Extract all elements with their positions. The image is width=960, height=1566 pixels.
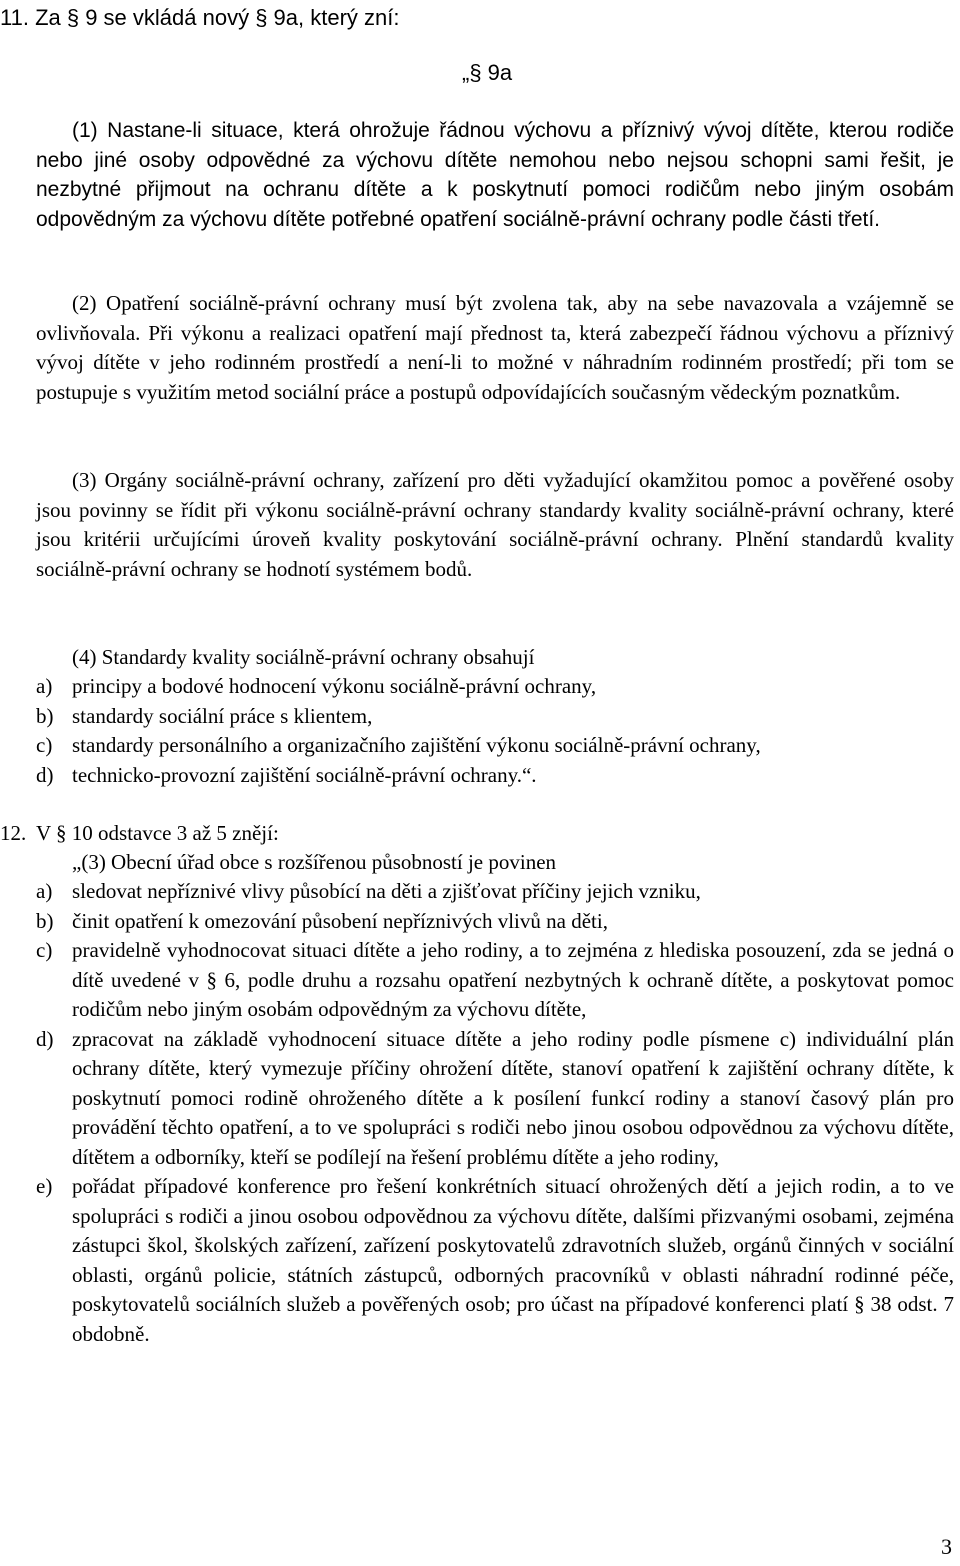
list-item-text: technicko-provozní zajištění sociálně-právní ochrany.“. <box>72 762 537 787</box>
list-item <box>36 1025 954 1173</box>
list-item <box>36 877 954 907</box>
list-item-label: d) <box>36 1026 54 1051</box>
list-item-text: zpracovat na základě vyhodnocení situace dítěte a jeho rodiny podle písmene c) individuální plán ochrany dítěte, který vymezuje příčiny ohrožení dítěte, stanoví opatření k zajištění ochrany dítěte, k poskytnutí pomoci rodině ohroženého dítěte a k posílení funkcí rodiny a stanoví časový plán pro provádění těchto opatření, a to ve spolupráci s rodiči nebo jinou osobou odpovědnou za výchovu dítěte, dítětem a odborníky, kteří se podílejí na řešení problému dítěte a jeho rodiny, <box>72 1026 954 1169</box>
list-item-text: standardy sociální práce s klientem, <box>72 703 373 728</box>
page-number: 3 <box>941 1534 952 1559</box>
paragraph-2: (2) Opatření sociálně-právní ochrany musí být zvolena tak, aby na sebe navazovala a vzájemně se ovlivňovala. Při výkonu a realizaci opatření mají přednost ta, která zabezpečí řádnou výchovu a příznivý vývoj dítěte v jeho rodinném prostředí a není-li to možné v náhradním rodinném prostředí; při tom se postupuje s využitím metod sociální práce a postupů odpovídajících současným vědeckým poznatkům. <box>36 291 954 404</box>
section-title: „§ 9a <box>462 60 513 85</box>
item-12-heading <box>0 819 960 849</box>
item-11-number: 11. <box>0 5 29 30</box>
paragraph-4-intro: (4) Standardy kvality sociálně-právní ochrany obsahují <box>72 645 535 669</box>
list-item-label: b) <box>36 703 54 728</box>
list-item <box>36 702 954 732</box>
duties-list <box>36 877 954 1349</box>
list-item <box>36 672 954 702</box>
list-item-label: c) <box>36 938 53 962</box>
list-item-text: principy a bodové hodnocení výkonu sociálně-právní ochrany, <box>72 674 597 698</box>
item-12-number: 12. <box>0 821 27 845</box>
list-item-label: c) <box>36 733 53 757</box>
item-12-intro: „(3) Obecní úřad obce s rozšířenou působností je povinen <box>72 850 557 874</box>
list-item <box>36 1172 954 1349</box>
item-11-text: Za § 9 se vkládá nový § 9a, který zní: <box>35 5 400 30</box>
list-item-label: a) <box>36 674 53 698</box>
list-item <box>36 731 954 761</box>
paragraph-3: (3) Orgány sociálně-právní ochrany, zařízení pro děti vyžadující okamžitou pomoc a pověřené osoby jsou povinny se řídit při výkonu sociálně-právní ochrany standardy kvality sociálně-právní ochrany, které jsou kritérii určujícími úroveň kvality poskytování sociálně-právní ochrany. Plnění standardů kvality sociálně-právní ochrany se hodnotí systémem bodů. <box>36 468 954 581</box>
list-item-text: pořádat případové konference pro řešení konkrétních situací ohrožených dětí a jejich rodin, a to ve spolupráci s rodiči a jinou osobou odpovědnou za výchovu dítěte, dalšími přizvanými osobami, zejména zástupci škol, školských zařízení, zařízení poskytovatelů zdravotních služeb, orgánů činných v sociální oblasti, orgánů policie, státních zástupců, odborných pracovníků v oblasti náhradní rodinné péče, poskytovatelů sociálních služeb a pověřených osob; pro účast na případové konferenci platí § 38 odst. 7 obdobně. <box>72 1174 954 1346</box>
paragraph-1: (1) Nastane-li situace, která ohrožuje řádnou výchovu a příznivý vývoj dítěte, kterou rodiče nebo jiné osoby odpovědné za výchovu dítěte nemohou nebo nejsou schopni sami řešit, je nezbytné přijmout na ochranu dítěte a k poskytnutí pomoci rodičům nebo jiným osobám odpovědným za výchovu dítěte potřebné opatření sociálně-právní ochrany podle části třetí. <box>36 119 954 231</box>
item-12-text: V § 10 odstavce 3 až 5 znějí: <box>36 821 279 845</box>
standards-list <box>36 672 954 790</box>
item-11-heading <box>0 3 400 33</box>
list-item-text: činit opatření k omezování působení nepříznivých vlivů na děti, <box>72 908 608 933</box>
list-item-label: a) <box>36 879 53 903</box>
list-item-text: standardy personálního a organizačního zajištění výkonu sociálně-právní ochrany, <box>72 733 761 757</box>
list-item <box>36 907 954 937</box>
list-item-label: d) <box>36 762 54 787</box>
list-item-label: e) <box>36 1174 53 1198</box>
list-item <box>36 761 954 791</box>
list-item-text: pravidelně vyhodnocovat situaci dítěte a jeho rodiny, a to zejména z hlediska posouzení, zda se jedná o dítě uvedené v § 6, podle druhu a rozsahu opatření nezbytných k ochraně dítěte, a poskytovat pomoc rodičům nebo jiným osobám odpovědným za výchovu dítěte, <box>72 938 954 1021</box>
list-item-label: b) <box>36 908 54 933</box>
list-item <box>36 936 954 1025</box>
list-item-text: sledovat nepříznivé vlivy působící na děti a zjišťovat příčiny jejich vzniku, <box>72 879 701 903</box>
